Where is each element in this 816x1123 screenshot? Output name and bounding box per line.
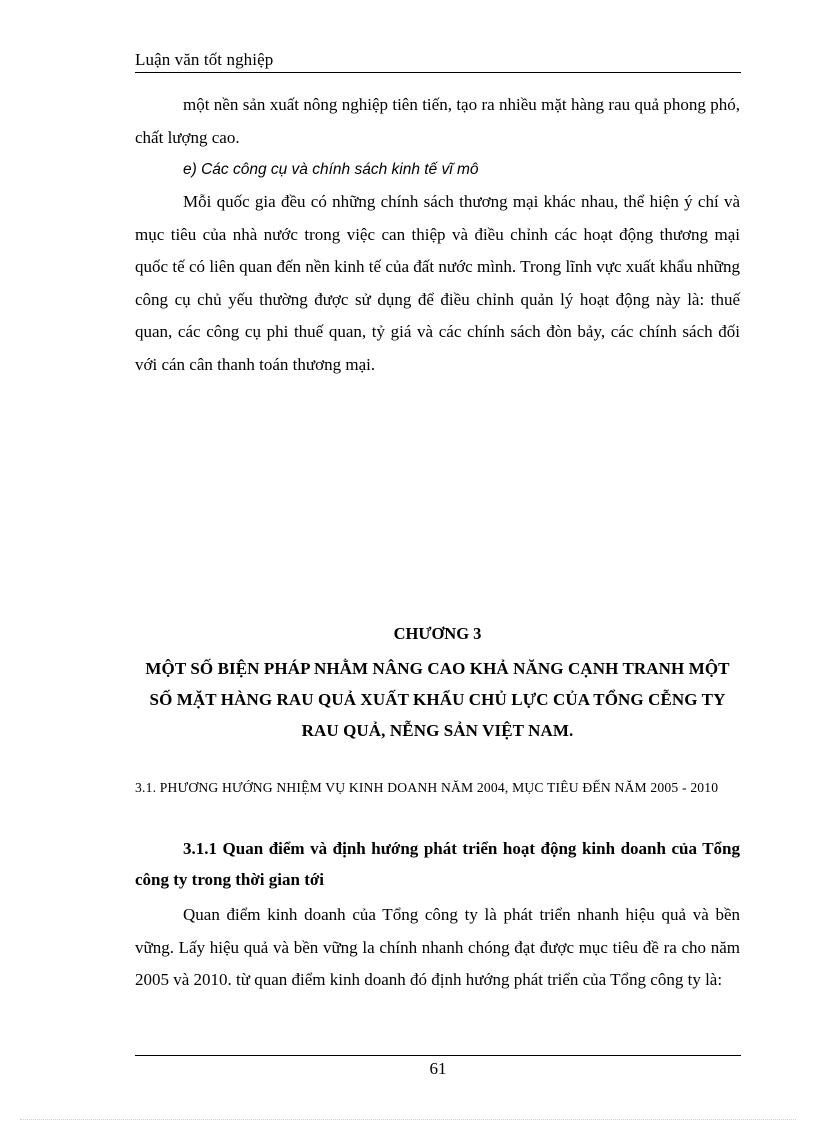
header-title: Luận văn tốt nghiệp	[135, 50, 274, 69]
subsection-title: 3.1.1 Quan điểm và định hướng phát triển hoạt động kinh doanh của Tổng công ty trong thời gian tới	[135, 839, 740, 889]
chapter-title: MỘT SỐ BIỆN PHÁP NHẰM NÂNG CAO KHẢ NĂNG CẠNH TRANH MỘT SỐ MẶT HÀNG RAU QUẢ XUẤT KHẨU CHỦ LỰC CỦA TỔNG CỄNG TY RAU QUẢ, NỄNG SẢN VIỆT NAM.	[145, 659, 730, 740]
page-header	[135, 50, 741, 73]
paragraph-business-view: Quan điểm kinh doanh của Tổng công ty là phát triển nhanh hiệu quả và bền vững. Lấy hiệu quả và bền vững la chính nhanh chóng đạt được mục tiêu đề ra cho năm 2005 và 2010. từ quan điểm kinh doanh đó định hướng phát triển của Tổng công ty là:	[135, 905, 740, 989]
page-edge-divider	[20, 1119, 796, 1121]
page-footer	[135, 1055, 741, 1080]
paragraph-continuation: một nền sản xuất nông nghiệp tiên tiến, tạo ra nhiều mặt hàng rau quả phong phó, chất lượng cao.	[135, 95, 740, 147]
subheading-e: e) Các công cụ và chính sách kinh tế vĩ mô	[183, 161, 479, 178]
page-number: 61	[429, 1059, 447, 1078]
paragraph-trade-policy: Mỗi quốc gia đều có những chính sách thương mại khác nhau, thể hiện ý chí và mục tiêu của nhà nước trong việc can thiệp và điều chỉnh các hoạt động thương mại quốc tế có liên quan đến nền kinh tế của đất nước mình. Trong lĩnh vực xuất khẩu những công cụ chủ yếu thường được sử dụng để điều chỉnh quản lý hoạt động này là: thuế quan, các công cụ phi thuế quan, tỷ giá và các chính sách đòn bảy, các chính sách đối với cán cân thanh toán thương mại.	[135, 192, 740, 374]
section-heading: 3.1. PHƯƠNG HƯỚNG NHIỆM VỤ KINH DOANH NĂM 2004, MỤC TIÊU ĐẾN NĂM 2005 - 2010	[135, 780, 719, 795]
chapter-number: CHƯƠNG 3	[393, 624, 482, 643]
